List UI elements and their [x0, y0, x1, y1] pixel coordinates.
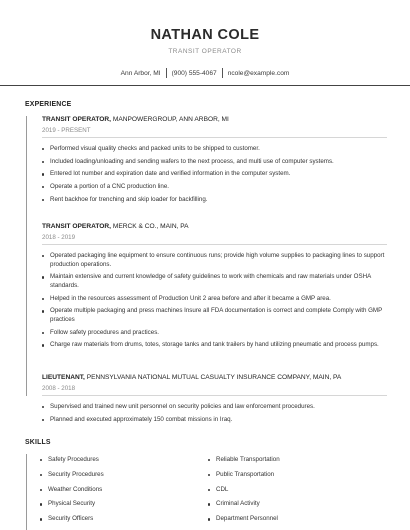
resume-header	[0, 0, 410, 78]
candidate-title: TRANSIT OPERATOR	[168, 48, 242, 55]
header-divider	[0, 85, 410, 86]
bullet-item: Planned and executed approximately 150 combat missions in Iraq.	[42, 416, 387, 425]
skill-item: Weather Conditions	[40, 486, 208, 495]
job-divider	[42, 244, 387, 245]
skill-item: Security Procedures	[40, 471, 208, 480]
bullet-item: Performed visual quality checks and packed units to be shipped to customer.	[42, 145, 387, 154]
contact-email[interactable]: ncole@example.com	[227, 69, 290, 77]
candidate-name: NATHAN COLE	[150, 27, 260, 43]
job-company: MERCK & CO., MAIN, PA	[111, 223, 189, 230]
job-company: MANPOWERGROUP, ANN ARBOR, MI	[111, 116, 229, 123]
contact-divider	[166, 68, 167, 78]
skill-item: Criminal Activity	[208, 500, 378, 509]
job-bullets	[42, 252, 387, 350]
bullet-item: Follow safety procedures and practices.	[42, 329, 387, 338]
job-heading	[42, 374, 387, 381]
bullet-item: Helped in the resources assessment of Production Unit 2 area before and after it became a GMP area.	[42, 295, 387, 304]
job-title: LIEUTENANT,	[42, 374, 85, 381]
experience-timeline-line	[26, 116, 27, 396]
skills-timeline-line	[26, 454, 27, 530]
experience-entry	[42, 223, 387, 354]
skill-item: Reliable Transportation	[208, 456, 378, 465]
job-title: TRANSIT OPERATOR,	[42, 116, 111, 123]
bullet-item: Included loading/unloading and sending wafers to the next process, and multi use of computer systems.	[42, 158, 387, 167]
bullet-item: Entered lot number and expiration date and verified information in the computer system.	[42, 170, 387, 179]
bullet-item: Operate multiple packaging and press machines Insure all FDA documentation is correct and complete Comply with GMP practices	[42, 307, 387, 324]
job-company: PENNSYLVANIA NATIONAL MUTUAL CASUALTY INSURANCE COMPANY, MAIN, PA	[84, 374, 342, 381]
bullet-item: Charge raw materials from drums, totes, storage tanks and tank trailers by hand utilizing pneumatic and process pumps.	[42, 341, 387, 350]
job-bullets	[42, 145, 387, 204]
contact-phone: (900) 555-4067	[171, 69, 217, 77]
job-heading	[42, 223, 387, 230]
skill-item: Public Transportation	[208, 471, 378, 480]
experience-entry	[42, 116, 387, 208]
job-title: TRANSIT OPERATOR,	[42, 223, 111, 230]
skill-item: Physical Security	[40, 500, 208, 509]
skills-list	[40, 456, 380, 524]
job-dates: 2018 - 2019	[42, 234, 76, 241]
skill-item: Safety Procedures	[40, 456, 208, 465]
skill-item: Department Personnel	[208, 515, 378, 524]
bullet-item: Rent backhoe for trenching and skip loader for backfilling.	[42, 196, 387, 205]
bullet-item: Operated packaging line equipment to ensure continuous runs; provide high volume supplies to packaging lines to support production operations.	[42, 252, 387, 269]
experience-heading: EXPERIENCE	[25, 101, 72, 108]
bullet-item: Operate a portion of a CNC production line.	[42, 183, 387, 192]
contact-line	[0, 68, 410, 78]
bullet-item: Maintain extensive and current knowledge of safety guidelines to work with chemicals and raw materials under OSHA standards.	[42, 273, 387, 290]
skill-item: Security Officers	[40, 515, 208, 524]
skill-item: CDL	[208, 486, 378, 495]
job-bullets	[42, 403, 387, 424]
job-divider	[42, 137, 387, 138]
job-dates: 2008 - 2018	[42, 385, 76, 392]
job-divider	[42, 395, 387, 396]
job-dates: 2019 - PRESENT	[42, 127, 91, 134]
contact-divider	[222, 68, 223, 78]
skills-heading: SKILLS	[25, 439, 51, 446]
job-heading	[42, 116, 387, 123]
contact-location: Ann Arbor, MI	[120, 69, 161, 77]
bullet-item: Supervised and trained new unit personnel on security policies and law enforcement procedures.	[42, 403, 387, 412]
experience-entry	[42, 374, 387, 428]
